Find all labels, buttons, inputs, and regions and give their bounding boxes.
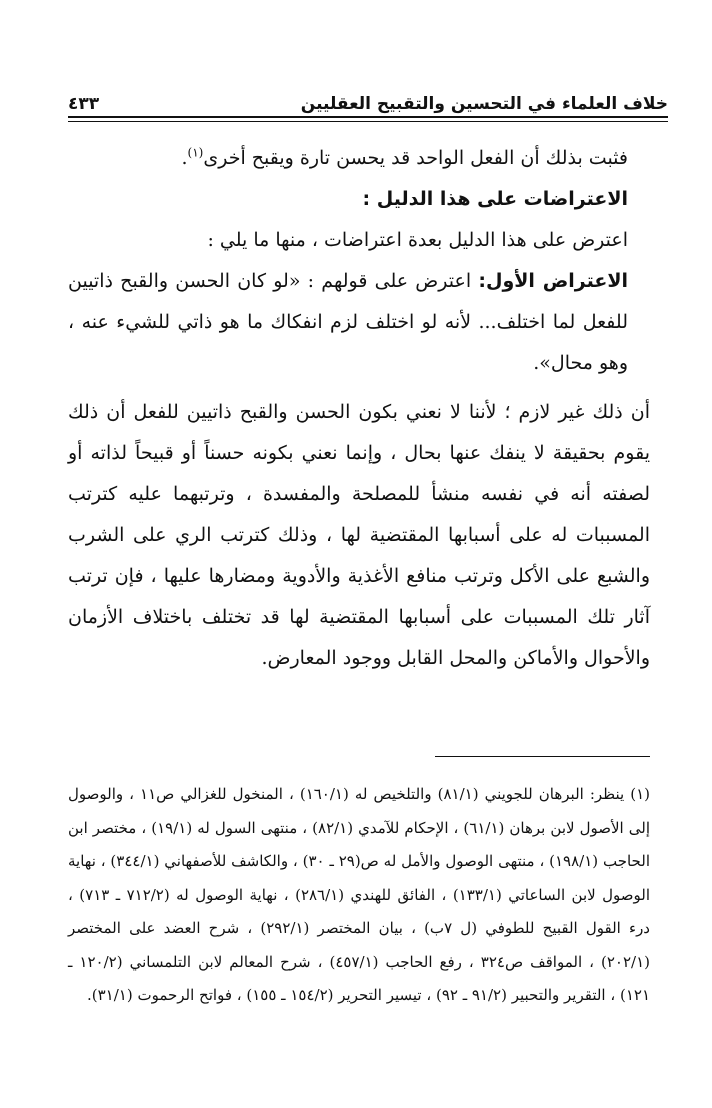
page-number: ٤٣٣ [68,94,100,114]
running-header [68,84,668,114]
paragraph-conclusion: فثبت بذلك أن الفعل الواحد قد يحسن تارة ويقبح أخرى$^{(١)}$. [181,145,628,169]
objection-label: الاعتراض الأول: [478,270,628,292]
footnote-separator [435,756,650,757]
footnote-1: (١) ينظر: البرهان للجويني (٨١/١) والتلخيص له (١٦٠/١) ، المنخول للغزالي ص١١ ، والوصول إلى الأصول لابن برهان (٦١/١) ، الإحكام للآمدي (٨٢/١) ، منتهى السول له (١٩/١) ، مختصر ابن الحاجب (١٩٨/١) ، منتهى الوصول والأمل له ص(٢٩ ـ ٣٠) ، والكاشف للأصفهاني (٣٤٤/١) ، نهاية الوصول لابن الساعاتي (١٣٣/١) ، الفائق للهندي (٢٨٦/١) ، نهاية الوصول له (٧١٢/٢ ـ ٧١٣) ، درء القول القبيح للطوفي (ل ٧ب) ، بيان المختصر (٢٩٢/١) ، شرح العضد على المختصر (٢٠٢/١) ، المواقف ص٣٢٤ ، رفع الحاجب (٤٥٧/١) ، شرح المعالم لابن التلمساني (١٢٠/٢ ـ ١٢١) ، التقرير والتحبير (٩١/٢ ـ ٩٢) ، تيسير التحرير (١٥٤/٢ ـ ١٥٥) ، فواتح الرحموت (٣١/١). [68,785,651,1004]
main-text [68,138,650,679]
paragraph-intro: اعترض على هذا الدليل بعدة اعتراضات ، منها ما يلي : [207,229,628,251]
paragraph-response: أن ذلك غير لازم ؛ لأننا لا نعني بكون الحسن والقبح ذاتيين للفعل أن ذلك يقوم بحقيقة لا ينفك عنها بحال ، وإنما نعني بكونه حسناً أو قبيحاً لذاته أو لصفته أنه في نفسه منشأ للمصلحة والمفسدة ، وترتبهما عليه كترتب المسببات له على أسبابها المقتضية لها ، وذلك كترتب الري على الشرب والشبع على الأكل وترتب منافع الأغذية والأدوية ومضارها عليها ، فإن ترتب آثار تلك المسببات على أسبابها المقتضية لها قد تختلف باختلاف الأزمان والأحوال والأماكن والمحل القابل ووجود المعارض. [68,401,650,669]
footnotes [68,778,650,1013]
paragraph-objection-one: الاعتراض الأول: اعترض على قولهم : «لو كان الحسن والقبح ذاتيين للفعل لما اختلف... لأنه لو اختلف لزم انفكاك ما هو ذاتي للشيء عنه ، وهو محال». [68,270,628,374]
running-title: خلاف العلماء في التحسين والتقبيح العقليين [300,94,668,114]
section-heading: الاعتراضات على هذا الدليل : [362,188,628,210]
footnote-ref: (١) [187,145,204,160]
header-rule-thick [68,116,668,118]
header-rule-thin [68,121,668,122]
